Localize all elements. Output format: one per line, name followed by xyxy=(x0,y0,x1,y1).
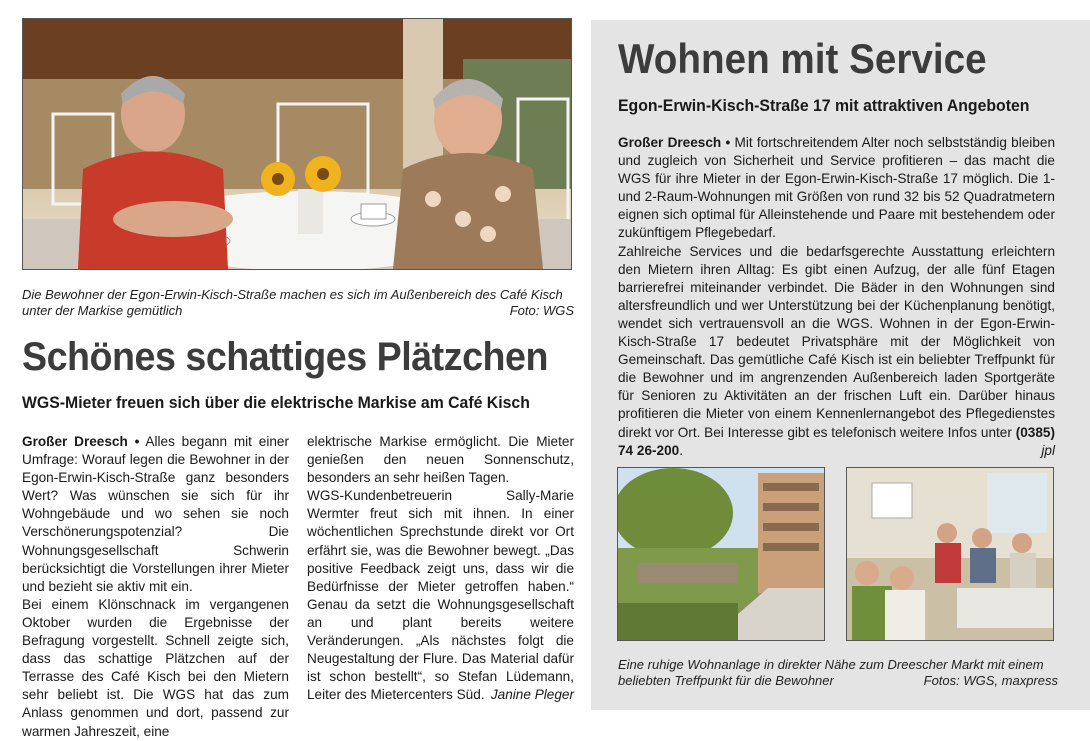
photo-credit: Foto: WGS xyxy=(509,303,574,318)
paragraph-text: Alles begann mit einer Umfrage: Worauf legen die Bewohner in der Egon-Erwin-Kisch-Straße ganz besonders Wert? Was wünschen sie sich für ihr Wohngebäude und wo sehen sie noch Verschönerungspotenzial? Die Wohnungsgesellschaft Schwerin berücksichtigt die Vorstellungen ihrer Mieter und bezieht sie aktiv mit ein. xyxy=(22,434,289,594)
box-photo-caption xyxy=(618,657,1058,689)
paragraph-text: WGS-Kundenbetreuerin Sally-Marie Wermter freut sich mit ihnen. In einer wöchentlichen Sprechstunde direkt vor Ort erfährt sie, was die Bewohner bewegt. „Das positive Feedback zeigt uns, dass wir die Bedürfnisse der Mieter getroffen haben.“ Genau da setzt die Wohnungsgesellschaft an und plant bereits weitere Veränderungen. „Als nächstes folgt die Neugestaltung der Flure. Das Material dafür ist schon bestellt“, so Stefan Lüdemann, Leiter des Mietercenters Süd. xyxy=(307,488,574,703)
lead-location: Großer Dreesch • xyxy=(22,434,140,449)
residential-building-photo xyxy=(617,467,825,641)
author-signature: Janine Pleger xyxy=(490,687,574,703)
article-column-1 xyxy=(22,433,289,741)
cafe-terrace-photo xyxy=(22,18,572,270)
caption-text: Eine ruhige Wohnanlage in direkter Nähe zum Dreescher Markt mit einem beliebten Treffpunkt für die Bewohner xyxy=(618,657,1044,688)
paragraph-text: Mit fortschreitendem Alter noch selbstständig bleiben und zugleich von Sicherheit und Service profitieren – das macht die WGS für ihre Mieter in der Egon-Erwin-Kisch-Straße 17 möglich. Die 1- und 2-Raum-Wohnungen mit Größen von rund 32 bis 52 Quadratmetern eignen sich optimal für Alleinstehende und Paare mit bestehendem oder zukünftigem Pflegebedarf. xyxy=(618,135,1056,241)
paragraph: Bei einem Klönschnack im vergangenen Oktober wurden die Ergebnisse der Befragung vorgestellt. Schnell zeigte sich, dass das schattige Plätzchen auf der Terrasse des Café Kisch bei den Mietern sehr beliebt ist. Die WGS hat das zum Anlass genommen und dort, passend zur warmen Jahreszeit, eine xyxy=(22,596,289,739)
paragraph xyxy=(618,243,1055,460)
paragraph-text: Zahlreiche Services und die bedarfsgerechte Ausstattung erleichtern den Mietern ihren Alltag: Es gibt einen Aufzug, der alle fünf Etagen barrierefrei miteinander verbindet. Die Bäder in den Wohnungen sind altersfreundlich und wer Unterstützung bei der Küchenplanung benötigt, wendet sich vertrauensvoll an die WGS. Wohnen in der Egon-Erwin-Kisch-Straße 17 bedeutet Privatsphäre mit der Möglichkeit von Gemeinschaft. Das gemütliche Café Kisch ist ein beliebter Treffpunkt für die Bewohner und im angrenzenden Außenbereich laden Sportgeräte für Senioren zu Aktivitäten an der frischen Luft ein. Darüber hinaus profitieren die Mieter von einem Kennenlernangebot des Pflegedienstes direkt vor Ort. Bei Interesse gibt es telefonisch weitere Infos unter xyxy=(618,243,1055,440)
article-column-2 xyxy=(307,433,574,704)
box-headline: Wohnen mit Service xyxy=(618,35,987,82)
paragraph: elektrische Markise ermöglicht. Die Mieter genießen den neuen Sonnenschutz, besonders an sehr heißen Tagen. xyxy=(307,434,574,486)
lead-location: Großer Dreesch • xyxy=(618,135,731,150)
paragraph xyxy=(22,433,289,596)
article-subheadline: WGS-Mieter freuen sich über die elektrische Markise am Café Kisch xyxy=(22,393,530,412)
main-photo-caption xyxy=(22,287,574,319)
article-headline: Schönes schattiges Plätzchen xyxy=(22,335,548,379)
box-subheadline: Egon-Erwin-Kisch-Straße 17 mit attraktiven Angeboten xyxy=(618,96,1030,115)
paragraph xyxy=(618,134,1055,243)
paragraph xyxy=(307,487,574,704)
box-body xyxy=(618,134,1055,460)
author-signature: jpl xyxy=(1041,442,1055,458)
phone-number: (0385) 74 26-200 xyxy=(618,424,1055,458)
cafe-interior-photo xyxy=(846,467,1054,641)
photo-credit: Fotos: WGS, maxpress xyxy=(923,673,1058,688)
caption-text: Die Bewohner der Egon-Erwin-Kisch-Straße machen es sich im Außenbereich des Café Kisch unter der Markise gemütlich xyxy=(22,287,563,318)
paragraph-end: . xyxy=(679,442,684,458)
